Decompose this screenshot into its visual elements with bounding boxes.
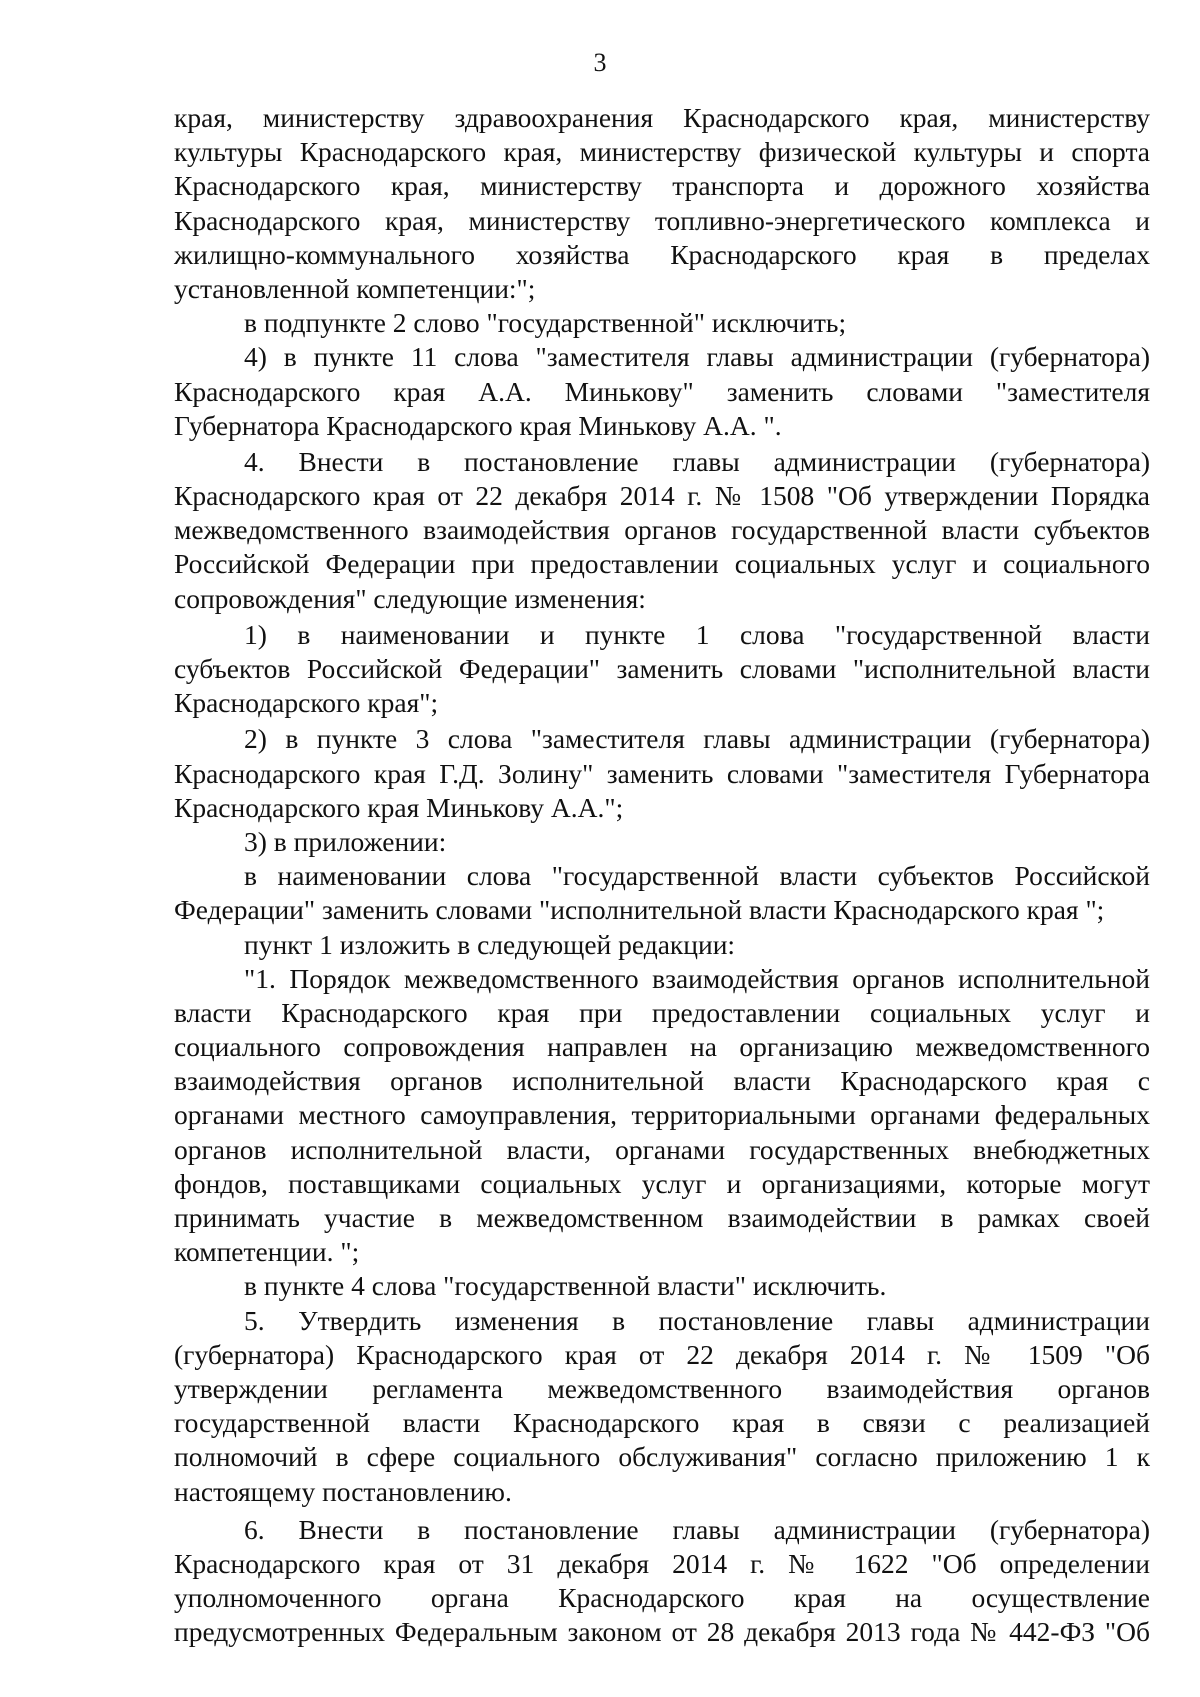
text-line: культуры Краснодарского края, министерству физической культуры и спорта — [174, 136, 1150, 168]
document-body — [174, 101, 1150, 1649]
text-line: 3) в приложении: — [244, 825, 447, 857]
text-line: сопровождения" следующие изменения: — [174, 582, 646, 614]
text-line: Губернатора Краснодарского края Минькову А.А. ". — [174, 409, 782, 441]
text-line: принимать участие в межведомственном взаимодействии в рамках своей — [174, 1202, 1150, 1233]
text-line: 6. Внести в постановление главы администрации (губернатора) — [244, 1513, 1150, 1545]
text-line: Краснодарского края, министерству транспорта и дорожного хозяйства — [174, 170, 1150, 202]
text-line: компетенции. "; — [174, 1236, 360, 1268]
text-line: Краснодарского края Г.Д. Золину" заменить словами "заместителя Губернатора — [174, 757, 1150, 789]
text-line: предусмотренных Федеральным законом от 28 декабря 2013 года № 442-ФЗ "Об — [174, 1616, 1150, 1648]
text-line: в пункте 4 слова "государственной власти" исключить. — [244, 1270, 887, 1302]
text-line: органов исполнительной власти, органами государственных внебюджетных — [174, 1133, 1150, 1165]
text-line: Краснодарского края Минькову А.А."; — [174, 791, 624, 823]
text-line: Федерации" заменить словами "исполнительной власти Краснодарского края "; — [174, 894, 1105, 926]
text-line: 2) в пункте 3 слова "заместителя главы администрации (губернатора) — [244, 723, 1150, 755]
text-line: социального сопровождения направлен на организацию межведомственного — [174, 1031, 1150, 1063]
text-line: установленной компетенции:"; — [174, 272, 536, 304]
text-line: Краснодарского края от 22 декабря 2014 г. № 1508 "Об утверждении Порядка — [174, 480, 1150, 512]
text-line: Российской Федерации при предоставлении социальных услуг и социального — [174, 548, 1150, 580]
text-line: субъектов Российской Федерации" заменить словами "исполнительной власти — [174, 653, 1150, 684]
text-line: пункт 1 изложить в следующей редакции: — [244, 928, 736, 960]
text-line: 1) в наименовании и пункте 1 слова "государственной власти — [244, 618, 1150, 650]
text-line: уполномоченного органа Краснодарского края на осуществление — [174, 1581, 1150, 1613]
text-line: Краснодарского края от 31 декабря 2014 г. № 1622 "Об определении — [174, 1547, 1150, 1579]
text-line: Краснодарского края"; — [174, 687, 439, 719]
text-line: органами местного самоуправления, территориальными органами федеральных — [174, 1099, 1150, 1131]
text-line: "1. Порядок межведомственного взаимодействия органов исполнительной — [244, 962, 1150, 994]
text-line: Краснодарского края, министерству топливно-энергетического комплекса и — [174, 204, 1150, 236]
text-line: 4. Внести в постановление главы администрации (губернатора) — [244, 445, 1150, 477]
text-line: власти Краснодарского края при предоставлении социальных услуг и — [174, 996, 1150, 1028]
text-line: края, министерству здравоохранения Краснодарского края, министерству — [174, 102, 1150, 133]
text-line: фондов, поставщиками социальных услуг и организациями, которые могут — [174, 1167, 1150, 1199]
text-line: (губернатора) Краснодарского края от 22 декабря 2014 г. № 1509 "Об — [174, 1338, 1150, 1370]
text-line: в наименовании слова "государственной власти субъектов Российской — [244, 860, 1150, 892]
text-line: Краснодарского края А.А. Минькову" заменить словами "заместителя — [174, 375, 1150, 407]
text-line: полномочий в сфере социального обслуживания" согласно приложению 1 к — [174, 1441, 1150, 1473]
text-line: жилищно-коммунального хозяйства Краснодарского края в пределах — [174, 238, 1150, 270]
text-line: утверждении регламента межведомственного взаимодействия органов — [174, 1372, 1150, 1404]
text-line: взаимодействия органов исполнительной власти Краснодарского края с — [174, 1065, 1150, 1097]
text-line: государственной власти Краснодарского края в связи с реализацией — [174, 1407, 1150, 1439]
text-line: 4) в пункте 11 слова "заместителя главы администрации (губернатора) — [244, 341, 1150, 373]
text-line: настоящему постановлению. — [174, 1475, 512, 1507]
page-number: 3 — [593, 48, 607, 77]
text-line: в подпункте 2 слово "государственной" исключить; — [244, 307, 847, 339]
text-line: межведомственного взаимодействия органов государственной власти субъектов — [174, 514, 1150, 546]
text-line: 5. Утвердить изменения в постановление главы администрации — [244, 1304, 1150, 1336]
